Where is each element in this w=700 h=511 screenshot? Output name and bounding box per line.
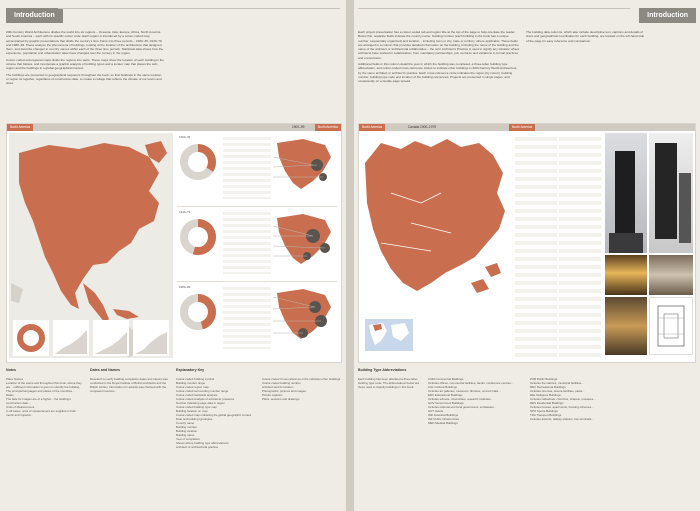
key-item: Building location (176, 429, 198, 433)
abbreviation-item: SPO Sports Buildings (530, 409, 558, 413)
mini-map (273, 287, 337, 353)
paragraph: The building data columns, which also include descriptive text, captions and details of client and geographical coordinates for each building, are located on the left-hand side of the page for easy reference and comparison. (526, 30, 645, 43)
tower-silhouette (655, 143, 677, 239)
interior-photo (649, 255, 693, 295)
period-title: 1980–99 (179, 285, 191, 289)
building-base (609, 233, 643, 253)
paragraph: The buildings are presented in geographical sequence throughout the book, so that buildings in the same location or region sit together, regardless of construction date, to create a collage that reflects the climate of our towns and cities. (6, 72, 162, 86)
notes-item: Place Names (6, 377, 24, 381)
left-intro-text (6, 30, 164, 88)
abbreviation-item: HOT Hotels (428, 409, 444, 413)
key-item: Country name (176, 421, 195, 425)
period-block (177, 283, 337, 356)
abbreviation-item: Includes fire stations, municipal facilities... (530, 381, 584, 385)
notes-item: The date for images are of a higher... the building's construction date... (6, 397, 71, 405)
paragraph: Each project presentation has a colour-coded tab and region title at the top of the page to help orientate the reader. Below this, separate fields indicate the country name, building number (each building in the book has a unique number, sequentially organized) and location – including town or city, state or territory, where applicable. These fields are arranged in a column that provides detailed information on the building, including the name of the building and the name of the architect or architectural collaborative – the term Architect's Practice is used to signify any situation where architects have worked in collaboration, from mandatory partnerships, join ventures and variations to formal practices and consortiums. (358, 30, 520, 60)
abbreviations-list-continued (530, 377, 626, 421)
abbreviations-list (428, 377, 524, 425)
period-label: Canada 1900–1979 (408, 125, 437, 129)
donut-chart (179, 293, 217, 331)
key-item: Colour-coded statistical analysis (176, 393, 218, 397)
abbreviation-item: EDU Educational Buildings (428, 393, 463, 397)
statistics-strip (13, 320, 173, 356)
book-spine (346, 0, 354, 511)
key-item: Photographs, pictures and images (262, 389, 306, 393)
header-rule (58, 8, 340, 9)
building-photo (605, 133, 647, 253)
abbreviations-heading: Building Type Abbreviations (358, 368, 407, 372)
abbreviation-item: Includes cinemas, leisure facilities, parks... (530, 389, 585, 393)
period-analysis (177, 133, 339, 358)
key-item: Date and building typologies (176, 417, 213, 421)
abbreviation-item: Includes airports, railway stations, bus terminals... (530, 417, 594, 421)
period-label: 1900–99 (292, 125, 305, 129)
key-item: Architect and its location (262, 385, 294, 389)
interior-photo (605, 297, 647, 355)
abbreviation-item: Includes national and local government, embassies... (428, 405, 496, 409)
region-badge: North America (315, 124, 341, 131)
key-item: Building name (176, 433, 195, 437)
plan-drawing (650, 298, 692, 354)
key-item: Building location on map (176, 409, 208, 413)
floor-plan (649, 297, 693, 355)
left-page (0, 0, 346, 511)
key-item: Colour-coded analysis of architects' presence (176, 397, 235, 401)
key-item: Colour-coded building type map (176, 405, 217, 409)
notes-item: Location of the towns and throughout this book, where they are... sufficient information is given to identify the building. The principal languages and places of the countries... (6, 381, 82, 393)
region-label: North America (359, 124, 385, 131)
adjacent-building (679, 173, 691, 243)
locator-map (365, 319, 413, 351)
key-item: Colour-coded surrounding number range (176, 389, 229, 393)
notes-heading: Notes (6, 368, 16, 372)
notes-column (6, 377, 84, 417)
period-block (177, 133, 337, 207)
abbreviation-item: CUL Cultural Buildings (428, 385, 457, 389)
paragraph: Colour-coded sub-regional maps divide the regions into parts. These maps show the location of each building in the volume that follows, and incorporate a graphic analysis of building types and a locator map that places the sub-region and the buildings in a global geographical context. (6, 57, 164, 71)
abbreviation-item: IND Industrial Buildings (428, 413, 459, 417)
period-block (177, 208, 337, 282)
panel-bar (359, 124, 695, 131)
notes-item: Units of Measurement (6, 405, 35, 409)
key-item: Shows where building type abbreviations (176, 441, 229, 445)
notes-item: In all cases, units of measurement are supplied in both metric and imperial... (6, 409, 76, 417)
subregion-map (361, 133, 511, 358)
period-title: 1900–39 (179, 135, 191, 139)
key-list (176, 377, 258, 449)
statistics-charts (13, 320, 173, 356)
abbreviation-item: REL Religious Buildings (530, 393, 561, 397)
mini-map (273, 212, 337, 278)
paragraph: 20th-Century World Architecture divides the world into six regions – Oceania, Asia, Europe, Africa, North America and South America – each with its specific colour code. Each region is introduced by a colour-coded map accompanied by graphic presentations that divide the century's time frame into three periods – 1900–39, 1940–79 and 1980–99. These analyse the phenomena of buildings, looking at the location of the architecture that designed them, and describe changes in country names within each of the three time periods. Statistical data shows how the experience, population and urbanization rates have changed over the century in the region. (6, 30, 164, 56)
left-section-tab: Introduction (6, 8, 63, 23)
right-page (354, 0, 700, 511)
interior-photo (605, 255, 647, 295)
right-section-tab: Introduction (639, 8, 696, 23)
abbreviations-intro: Each building has been allocated a three-letter building type code. The abbreviations below are those used to classify buildings in this book. (358, 377, 420, 389)
abbreviation-item: Includes houses, apartments, housing schemes... (530, 405, 594, 409)
abbreviation-item: Includes cathedrals, churches, chapels, mosques... (530, 397, 596, 401)
abbreviation-item: COM Commercial Buildings (428, 377, 464, 381)
building-photo (649, 133, 693, 253)
dates-heading: Dates and Names (90, 368, 120, 372)
key-list-continued (262, 377, 342, 401)
key-item: Colour-coded building number (262, 381, 301, 385)
abbreviation-item: RES Residential Buildings (530, 401, 564, 405)
abbreviation-item: PUB Public Buildings (530, 377, 558, 381)
data-column (223, 287, 271, 349)
tower-silhouette (615, 151, 635, 243)
notes-item: Dates (6, 393, 14, 397)
header-rule (358, 8, 630, 9)
abbreviation-item: Includes schools, universities, research institutes... (428, 397, 493, 401)
key-item: Building number range (176, 381, 206, 385)
abbreviation-item: GOV Government Buildings (428, 401, 464, 405)
region-badge: North America (509, 124, 535, 131)
region-intro-spread (6, 123, 342, 363)
donut-chart (179, 218, 217, 256)
key-item: Year of completion (176, 437, 200, 441)
building-data-column (515, 133, 557, 358)
subregion-spread (358, 123, 696, 363)
right-intro-text-col2 (526, 30, 646, 45)
key-item: Colour-coded building symbol (176, 377, 215, 381)
right-intro-text (358, 30, 520, 86)
key-item: Colour-coded region map (176, 385, 209, 389)
key-item: Colour-coded map indicating the global geographic context (176, 413, 252, 417)
key-heading: Explanatory Key (176, 368, 205, 372)
paragraph: Additional fields in this column detail the year in which the building was completed, a three-letter building type abbreviation, and colour-coded cross-reference circles to indicate other buildings in 20th-Century World Architecture by the same architect or architect's practice. Each cross-reference circle indicates the region (by colour), building number, building type code and location of the building referenced. Projects are presented in single pages, and occasionally on a double-page spread. (358, 62, 517, 84)
period-title: 1940–79 (179, 210, 191, 214)
region-label: North America (7, 124, 33, 131)
abbreviation-item: Includes offices, commercial facilities, banks, conference centres... (428, 381, 514, 385)
key-item: Architect or architectural practice (176, 445, 219, 449)
building-text-column (559, 133, 601, 358)
donut-chart (179, 143, 217, 181)
data-column (223, 137, 271, 199)
abbreviation-item: REC Recreational Buildings (530, 385, 566, 389)
key-item: Number indicating page data in region (176, 401, 225, 405)
abbreviation-item: MED Medical Buildings (428, 421, 458, 425)
panel-bar (7, 124, 341, 131)
key-item: Building number (176, 425, 197, 429)
key-item: Picture captions (262, 393, 283, 397)
abbreviation-item: Includes art galleries, museums, libraries, concert halls... (428, 389, 501, 393)
abbreviation-item: TRA Transport Buildings (530, 413, 562, 417)
dates-text: Research to verify building completion dates and names was conducted in the Royal Institute of British Architects and the British Library. Information for awards was checked with the competent sources... (90, 377, 168, 393)
data-column (223, 212, 271, 274)
mini-map (273, 137, 337, 203)
key-item: Colour-coded Cross-reference circle indicates other buildings (262, 377, 341, 381)
key-item: Plans, sections and drawings (262, 397, 300, 401)
abbreviation-item: INF Public Infrastructure (428, 417, 460, 421)
